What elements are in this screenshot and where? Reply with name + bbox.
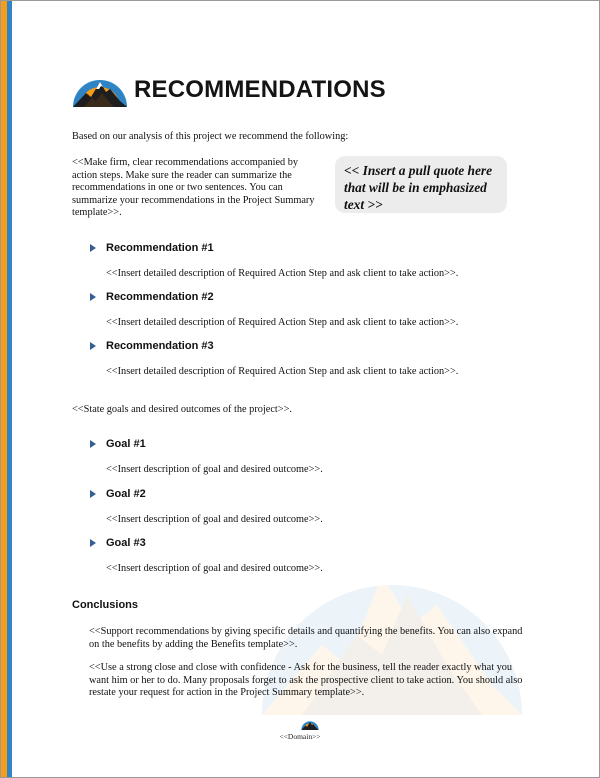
goals-intro-text: <<State goals and desired outcomes of the project>>. (72, 404, 292, 415)
recommendation-intro-text: <<Make firm, clear recommendations accompanied by action steps. Make sure the reader can summarize the recommendations in one or two sentences. You can summarize your recommendations in the Project Summary template>>. (72, 157, 315, 218)
recommendation-heading-label: Recommendation #3 (106, 340, 214, 352)
recommendation-heading-label: Recommendation #2 (106, 291, 214, 303)
triangle-bullet-icon (90, 539, 96, 547)
footer-domain: <<Domain>> (279, 732, 321, 741)
conclusions-paragraph: <<Support recommendations by giving specific details and quantifying the benefits. You can also expand on the benefits by adding the Benefits template>>. (89, 626, 523, 650)
goal-heading-label: Goal #1 (106, 438, 146, 450)
goal-heading-label: Goal #2 (106, 488, 146, 500)
conclusions-heading: Conclusions (72, 599, 139, 611)
recommendation-heading (90, 340, 214, 352)
recommendation-heading (90, 291, 214, 303)
goal-heading-label: Goal #3 (106, 537, 146, 549)
goal-description: <<Insert description of goal and desired outcome>>. (106, 563, 323, 574)
recommendation-heading-label: Recommendation #1 (106, 242, 214, 254)
mountain-logo-icon (72, 72, 128, 108)
goal-description: <<Insert description of goal and desired outcome>>. (106, 514, 323, 525)
recommendation-description: <<Insert detailed description of Required Action Step and ask client to take action>>. (106, 366, 459, 377)
recommendation-description: <<Insert detailed description of Required Action Step and ask client to take action>>. (106, 317, 459, 328)
recommendation-description: <<Insert detailed description of Required Action Step and ask client to take action>>. (106, 268, 459, 279)
pull-quote-text: << Insert a pull quote here that will be in emphasized text >> (344, 163, 493, 212)
goal-heading (90, 438, 146, 450)
intro-text: Based on our analysis of this project we recommend the following: (72, 131, 349, 142)
recommendation-heading (90, 242, 214, 254)
triangle-bullet-icon (90, 244, 96, 252)
triangle-bullet-icon (90, 490, 96, 498)
conclusions-paragraph: <<Use a strong close and close with confidence - Ask for the business, tell the reader exactly what you want him or her to do. Many proposals forget to ask the prospective client to take action. You should also restate your request for action in the Project Summary template>>. (89, 662, 523, 698)
page-header (72, 70, 386, 110)
goal-heading (90, 537, 146, 549)
triangle-bullet-icon (90, 440, 96, 448)
pull-quote-box (335, 156, 507, 213)
left-stripe-blue (7, 1, 12, 777)
triangle-bullet-icon (90, 293, 96, 301)
page-title: RECOMMENDATIONS (134, 76, 386, 103)
goal-heading (90, 488, 146, 500)
triangle-bullet-icon (90, 342, 96, 350)
goal-description: <<Insert description of goal and desired outcome>>. (106, 464, 323, 475)
footer-logo-icon (301, 718, 319, 731)
